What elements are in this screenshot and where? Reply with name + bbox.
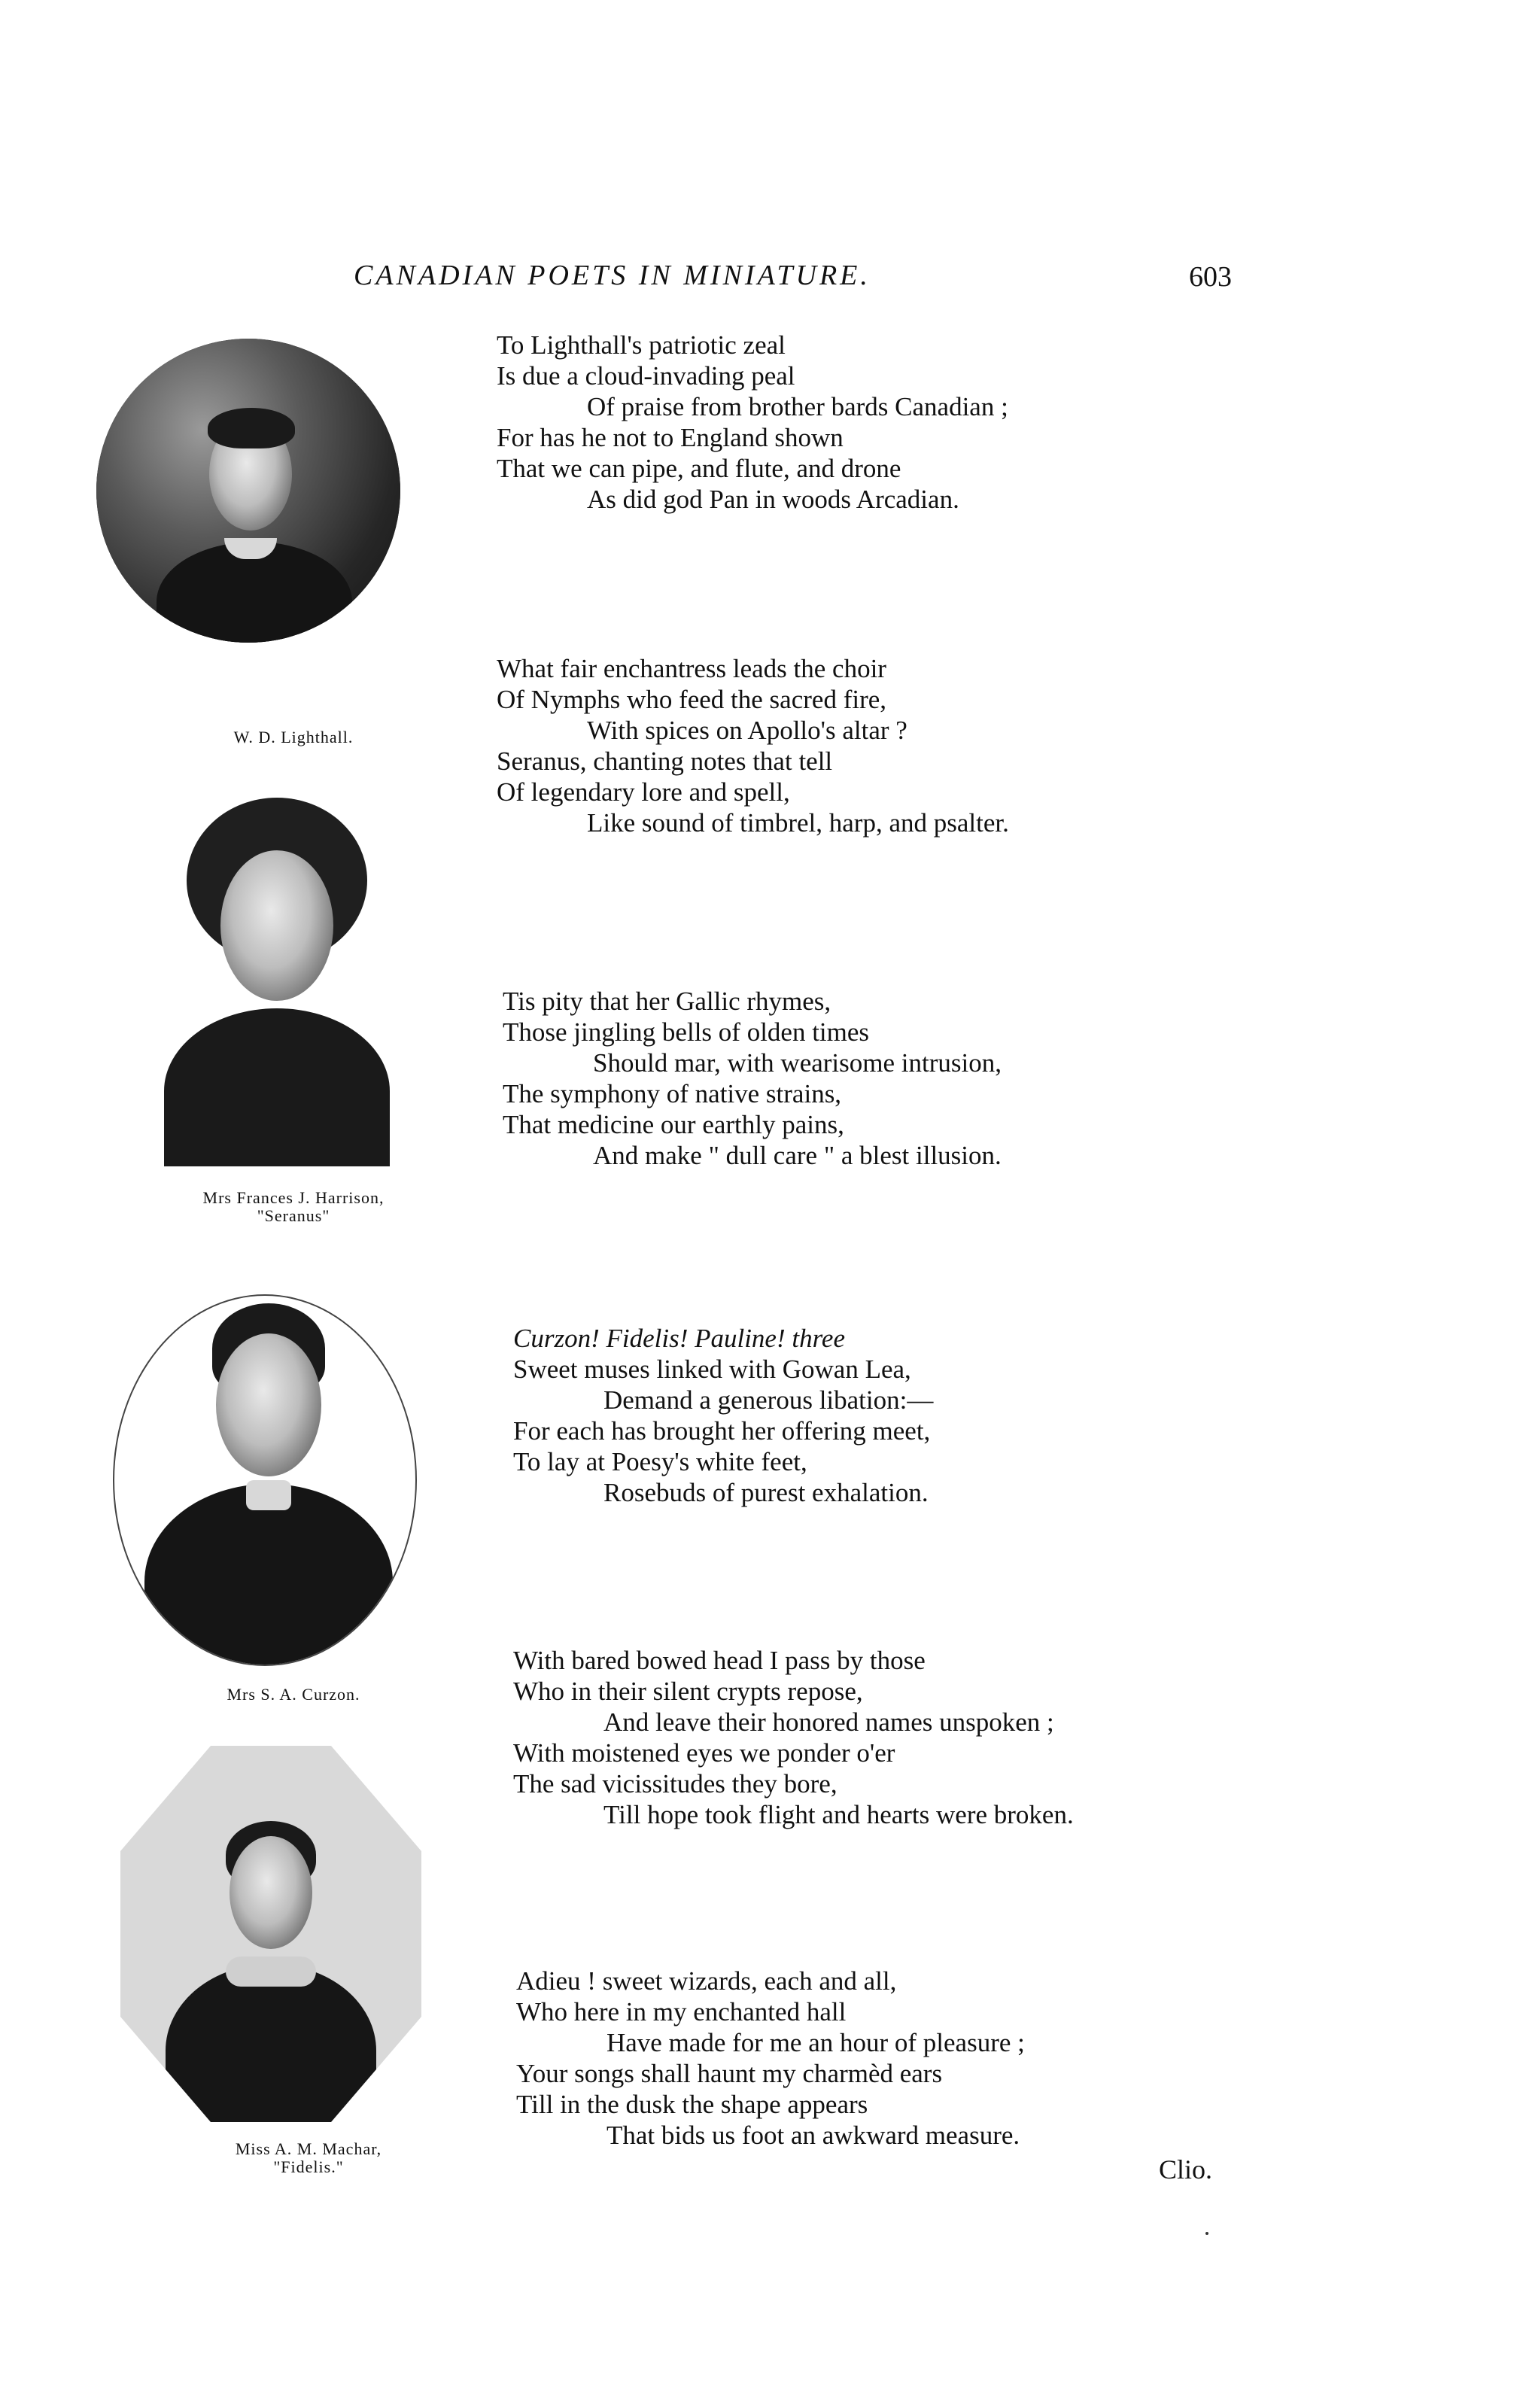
portrait-harrison (157, 783, 396, 1166)
verse-line: That we can pipe, and flute, and drone (497, 454, 901, 483)
verse-line: The sad vicissitudes they bore, (513, 1769, 838, 1798)
verse-line: Till in the dusk the shape appears (516, 2090, 868, 2119)
caption-line: W. D. Lighthall. (233, 728, 354, 746)
verse-line: What fair enchantress leads the choir (497, 654, 886, 683)
portrait-curzon (113, 1294, 417, 1666)
page-header (0, 259, 1520, 304)
stanza-4 (513, 1323, 933, 1508)
caption-line: "Seranus" (257, 1206, 330, 1225)
verse-line: Of legendary lore and spell, (497, 777, 790, 807)
verse-line: To lay at Poesy's white feet, (513, 1447, 807, 1476)
verse-line: For each has brought her offering meet, (513, 1416, 931, 1446)
verse-line: Should mar, with wearisome intrusion, (593, 1048, 1002, 1078)
portrait-lighthall (96, 339, 400, 643)
signature: Clio. (1159, 2154, 1213, 2185)
verse-line: With spices on Apollo's altar ? (587, 716, 907, 745)
caption-line: Miss A. M. Machar, (235, 2139, 382, 2158)
verse-line: For has he not to England shown (497, 423, 844, 452)
running-title: CANADIAN POETS IN MINIATURE. (354, 260, 871, 291)
speck (1205, 2232, 1208, 2235)
verse-line: Tis pity that her Gallic rhymes, (503, 987, 831, 1016)
verse-line: Who in their silent crypts repose, (513, 1677, 863, 1706)
caption-line: "Fidelis." (273, 2157, 344, 2176)
verse-line: Who here in my enchanted hall (516, 1997, 847, 2026)
verse-line: And leave their honored names unspoken ; (603, 1707, 1054, 1737)
caption-machar (150, 2140, 467, 2176)
stanza-3 (503, 986, 1002, 1171)
caption-harrison (135, 1189, 451, 1225)
caption-curzon (135, 1686, 451, 1704)
verse-line: That medicine our earthly pains, (503, 1110, 844, 1139)
verse-line: Your songs shall haunt my charmèd ears (516, 2059, 943, 2088)
verse-line: With moistened eyes we ponder o'er (513, 1738, 895, 1768)
verse-line: Till hope took flight and hearts were broken. (603, 1800, 1074, 1829)
verse-line: Like sound of timbrel, harp, and psalter. (587, 808, 1009, 838)
stanza-1 (497, 330, 1008, 515)
portrait-machar (120, 1746, 421, 2122)
verse-line: As did god Pan in woods Arcadian. (587, 485, 959, 514)
stanza-6 (516, 1966, 1025, 2151)
verse-line: Rosebuds of purest exhalation. (603, 1478, 929, 1507)
verse-line: Adieu ! sweet wizards, each and all, (516, 1966, 897, 1996)
verse-line: And make " dull care " a blest illusion. (593, 1141, 1002, 1170)
caption-lighthall (135, 728, 451, 746)
verse-line: With bared bowed head I pass by those (513, 1646, 926, 1675)
verse-line: Demand a generous libation:— (603, 1385, 934, 1415)
verse-line: The symphony of native strains, (503, 1079, 842, 1108)
caption-line: Mrs S. A. Curzon. (226, 1685, 360, 1704)
verse-line: Seranus, chanting notes that tell (497, 746, 833, 776)
verse-line: That bids us foot an awkward measure. (606, 2121, 1020, 2150)
page-number: 603 (1189, 261, 1232, 293)
verse-line: To Lighthall's patriotic zeal (497, 330, 786, 360)
verse-line: Of praise from brother bards Canadian ; (587, 392, 1008, 421)
stanza-5 (513, 1645, 1074, 1830)
verse-line: Curzon! Fidelis! Pauline! three (513, 1324, 845, 1353)
verse-line: Sweet muses linked with Gowan Lea, (513, 1354, 911, 1384)
verse-line: Of Nymphs who feed the sacred fire, (497, 685, 887, 714)
caption-line: Mrs Frances J. Harrison, (202, 1188, 385, 1207)
stanza-2 (497, 653, 1009, 838)
verse-line: Those jingling bells of olden times (503, 1017, 870, 1047)
verse-line: Is due a cloud-invading peal (497, 361, 795, 391)
verse-line: Have made for me an hour of pleasure ; (606, 2028, 1025, 2057)
